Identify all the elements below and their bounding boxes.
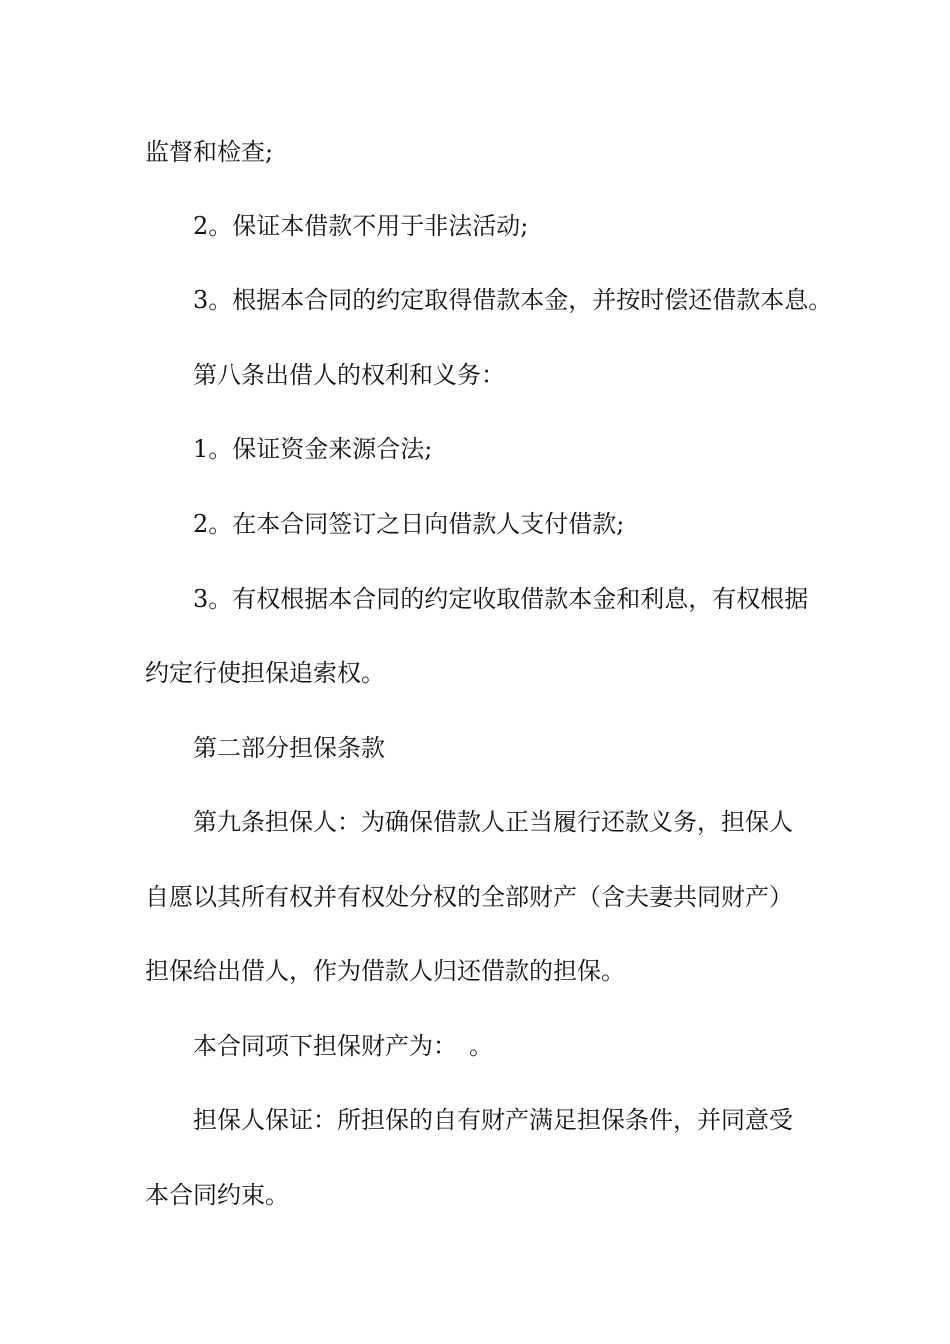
paragraph-line: 3。根据本合同的约定取得借款本金，并按时偿还借款本息。 [193, 286, 833, 314]
section-heading: 第八条出借人的权利和义务： [193, 361, 505, 389]
paragraph-line: 2。在本合同签订之日向借款人支付借款; [193, 510, 625, 538]
paragraph-line: 2。保证本借款不用于非法活动; [193, 212, 529, 240]
paragraph-line: 第九条担保人：为确保借款人正当履行还款义务，担保人 [193, 808, 793, 836]
paragraph-line: 本合同项下担保财产为： 。 [193, 1032, 493, 1060]
paragraph-line: 1。保证资金来源合法; [193, 435, 433, 463]
paragraph-line: 3。有权根据本合同的约定收取借款本金和利息，有权根据 [193, 585, 809, 613]
paragraph-line: 约定行使担保追索权。 [145, 659, 385, 687]
paragraph-line: 担保人保证：所担保的自有财产满足担保条件，并同意受 [193, 1106, 793, 1134]
section-heading: 第二部分担保条款 [193, 734, 385, 762]
paragraph-line: 担保给出借人，作为借款人归还借款的担保。 [145, 957, 625, 985]
paragraph-line: 自愿以其所有权并有权处分权的全部财产（含夫妻共同财产） [145, 883, 793, 911]
paragraph-line: 本合同约束。 [145, 1181, 289, 1209]
paragraph-line: 监督和检查; [145, 138, 274, 166]
